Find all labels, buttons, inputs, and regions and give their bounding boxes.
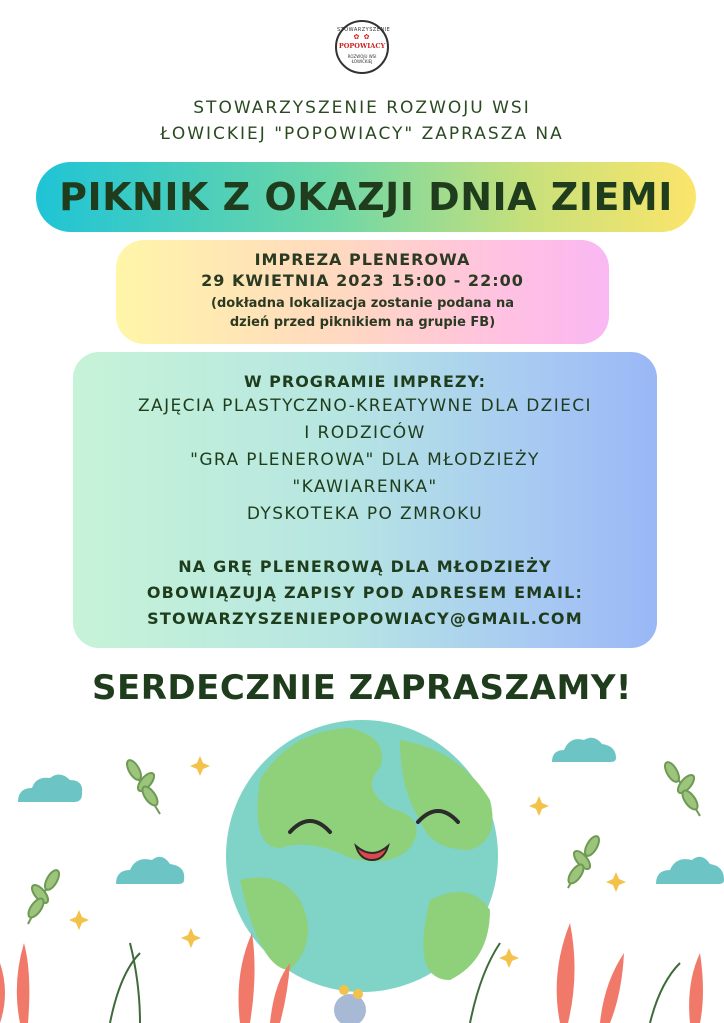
logo-flower-icon: ✿ ✿ xyxy=(353,33,371,41)
title-banner xyxy=(36,162,696,232)
signup-line-1: NA GRĘ PLENEROWĄ DLA MŁODZIEŻY xyxy=(178,557,552,576)
leaf-branch-icon xyxy=(566,834,602,888)
logo-name: POPOWIACY xyxy=(338,42,386,50)
program-box xyxy=(73,352,657,648)
program-item: DYSKOTEKA PO ZMROKU xyxy=(246,504,484,524)
cloud-icon xyxy=(116,857,184,884)
sparkle-icon xyxy=(529,796,549,816)
location-note-line-2: dzień przed piknikiem na grupie FB) xyxy=(229,315,496,330)
intro-text xyxy=(0,95,724,147)
event-location-note xyxy=(116,294,609,332)
logo-top-text: STOWARZYSZENIE xyxy=(337,27,391,33)
intro-line-2: ŁOWICKIEJ "POPOWIACY" ZAPRASZA NA xyxy=(160,124,564,144)
program-item: I RODZICÓW xyxy=(304,423,426,443)
earth-day-illustration xyxy=(0,720,724,1023)
signup-email[interactable]: STOWARZYSZENIEPOPOWIACY@GMAIL.COM xyxy=(147,609,583,628)
event-title: PIKNIK Z OKAZJI DNIA ZIEMI xyxy=(59,175,673,219)
signup-line-2: OBOWIĄZUJĄ ZAPISY POD ADRESEM EMAIL: xyxy=(146,583,584,602)
location-note-line-1: (dokładna lokalizacja zostanie podana na xyxy=(211,296,514,311)
program-heading: W PROGRAMIE IMPREZY: xyxy=(243,372,487,391)
program-item: ZAJĘCIA PLASTYCZNO-KREATYWNE DLA DZIECI xyxy=(138,396,592,416)
cloud-icon xyxy=(656,857,724,884)
cloud-icon xyxy=(18,774,82,802)
sparkle-icon xyxy=(69,910,89,930)
leaf-branch-icon xyxy=(662,760,700,816)
program-item: "GRA PLENEROWA" DLA MŁODZIEŻY xyxy=(190,450,540,470)
intro-line-1: STOWARZYSZENIE ROZWOJU WSI xyxy=(193,98,531,118)
event-datetime: 29 KWIETNIA 2023 15:00 - 22:00 xyxy=(201,271,524,290)
sparkle-icon xyxy=(181,928,201,948)
sparkle-icon xyxy=(499,948,519,968)
event-details-box xyxy=(116,240,609,344)
earth-face-icon xyxy=(226,720,498,992)
signup-note xyxy=(73,554,657,632)
leaf-branch-icon xyxy=(124,758,160,814)
event-type: IMPREZA PLENEROWA xyxy=(254,250,471,269)
logo-bottom-text: ROZWOJU WSI ŁOWICKIEJ xyxy=(347,54,377,64)
sparkle-icon xyxy=(190,756,210,776)
closing-text: SERDECZNIE ZAPRASZAMY! xyxy=(92,668,632,708)
leaf-branch-icon xyxy=(26,868,62,924)
program-item: "KAWIARENKA" xyxy=(292,477,438,497)
organization-logo xyxy=(335,20,389,74)
sparkle-icon xyxy=(606,872,626,892)
cloud-icon xyxy=(552,738,616,762)
program-list xyxy=(73,393,657,528)
